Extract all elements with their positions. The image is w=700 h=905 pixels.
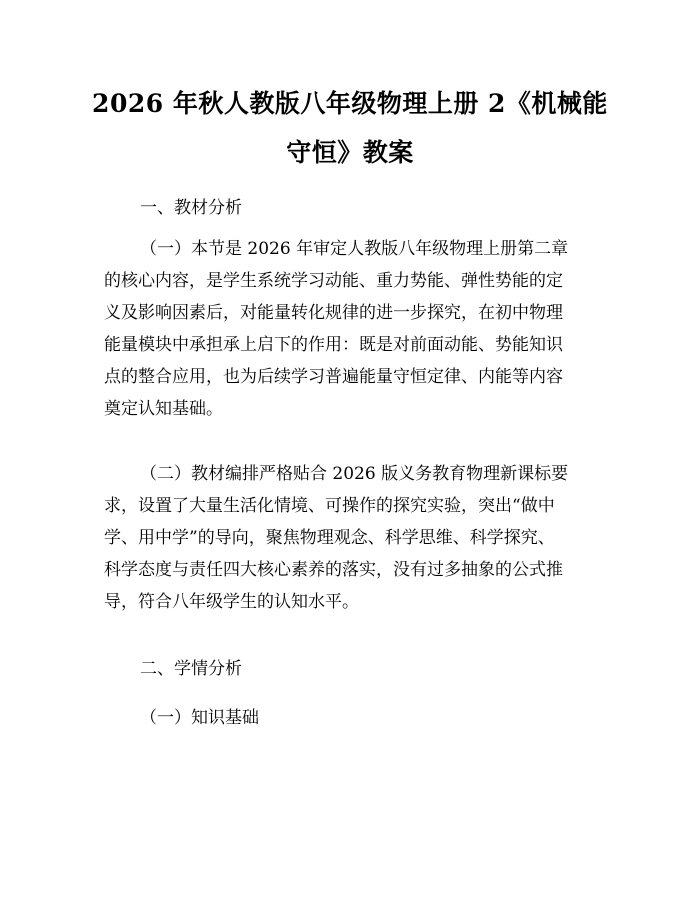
paragraph-line: （二）教材编排严格贴合 2026 版义务教育物理新课标要 bbox=[140, 464, 569, 484]
paragraph-line: 科学态度与责任四大核心素养的落实，没有过多抽象的公式推 bbox=[104, 560, 563, 580]
section-heading-learner-analysis: 二、学情分析 bbox=[140, 659, 242, 679]
subsection-heading-knowledge-basis: （一）知识基础 bbox=[140, 708, 259, 728]
paragraph-line: 点的整合应用，也为后续学习普遍能量守恒定律、内能等内容 bbox=[104, 367, 563, 387]
paragraph-textbook-analysis-2 bbox=[104, 458, 600, 618]
document-title-line-2: 守恒》教案 bbox=[286, 138, 414, 167]
paragraph-line: 的核心内容，是学生系统学习动能、重力势能、弹性势能的定 bbox=[104, 271, 563, 291]
paragraph-textbook-analysis-1 bbox=[104, 233, 600, 425]
paragraph-line: 义及影响因素后，对能量转化规律的进一步探究，在初中物理 bbox=[104, 303, 563, 323]
document-title-line-1: 2026 年秋人教版八年级物理上册 2《机械能 bbox=[92, 89, 608, 118]
paragraph-line: 求，设置了大量生活化情境、可操作的探究实验，突出“做中 bbox=[104, 496, 555, 516]
section-heading-textbook-analysis: 一、教材分析 bbox=[140, 198, 242, 218]
paragraph-line: 能量模块中承担承上启下的作用：既是对前面动能、势能知识 bbox=[104, 335, 563, 355]
paragraph-line: 导，符合八年级学生的认知水平。 bbox=[104, 592, 359, 612]
paragraph-line: 奠定认知基础。 bbox=[104, 399, 223, 419]
paragraph-line: （一）本节是 2026 年审定人教版八年级物理上册第二章 bbox=[140, 239, 569, 259]
paragraph-line: 学、用中学”的导向，聚焦物理观念、科学思维、科学探究、 bbox=[104, 528, 555, 548]
